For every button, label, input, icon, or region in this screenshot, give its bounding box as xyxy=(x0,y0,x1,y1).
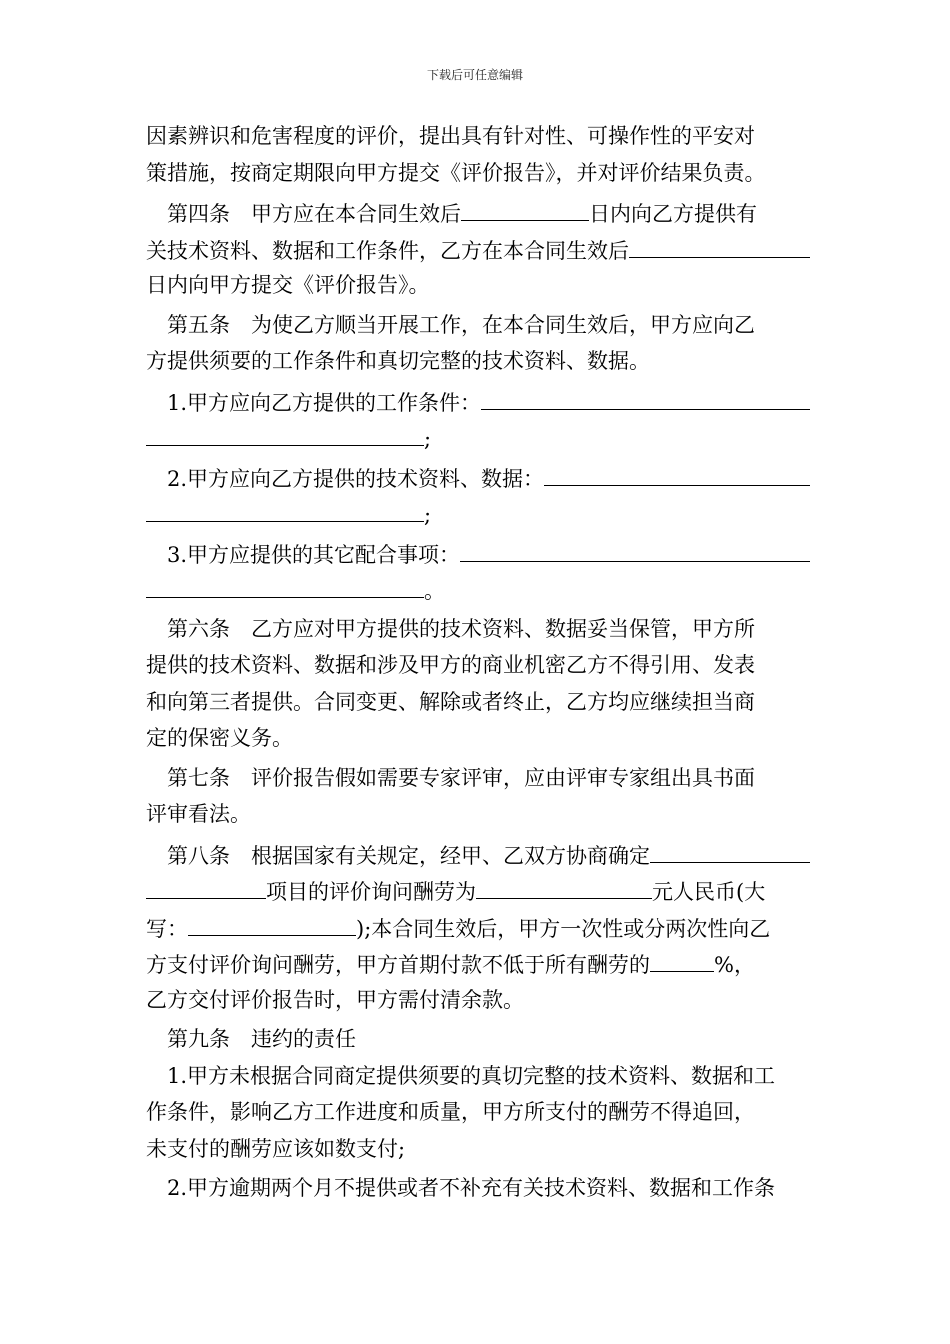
tech-data-blank[interactable] xyxy=(544,459,810,486)
article-6-line-3: 和向第三者提供。合同变更、解除或者终止，乙方均应继续担当商 xyxy=(146,689,755,714)
article-9-item-1-line-3: 未支付的酬劳应该如数支付; xyxy=(146,1136,406,1161)
other-matters-blank-2[interactable] xyxy=(146,571,424,598)
article-9-item-1-line-1: 1.甲方未根据合同商定提供须要的真切完整的技术资料、数据和工 xyxy=(167,1063,776,1088)
article-8-line-1 xyxy=(146,836,810,873)
item-2-continuation xyxy=(146,495,810,532)
article-6-line-1: 第六条 乙方应对甲方提供的技术资料、数据妥当保管，甲方所 xyxy=(167,616,755,641)
work-conditions-blank[interactable] xyxy=(481,383,810,410)
article-4-text: 第四条 甲方应在本合同生效后 xyxy=(167,202,461,226)
item-1-continuation xyxy=(146,419,810,456)
article-8-line-5: 乙方交付评价报告时，甲方需付清余款。 xyxy=(146,987,524,1012)
item-1-label: 1.甲方应向乙方提供的工作条件： xyxy=(167,390,482,415)
article-4-text-3: 关技术资料、数据和工作条件，乙方在本合同生效后 xyxy=(146,238,629,263)
days-blank[interactable] xyxy=(461,194,589,221)
tech-data-blank-2[interactable] xyxy=(146,495,424,522)
article-7-line-2: 评审看法。 xyxy=(146,802,251,826)
article-8-text-7: %， xyxy=(714,953,755,977)
item-2-line xyxy=(146,459,810,496)
article-9-heading: 第九条 违约的责任 xyxy=(167,1027,356,1051)
days-blank[interactable] xyxy=(629,231,810,258)
item-1-end: ; xyxy=(424,427,432,451)
article-6-line-4: 定的保密义务。 xyxy=(146,726,293,750)
fee-capital-blank[interactable] xyxy=(188,909,356,936)
fee-amount-blank[interactable] xyxy=(476,872,652,899)
article-8-line-3 xyxy=(146,909,810,946)
item-2-end: ; xyxy=(424,503,432,527)
paragraph-line: 策措施，按商定期限向甲方提交《评价报告》，并对评价结果负责。 xyxy=(146,160,766,185)
article-8-text-6: 方支付评价询问酬劳，甲方首期付款不低于所有酬劳的 xyxy=(146,953,650,977)
paragraph-line: 因素辨识和危害程度的评价，提出具有针对性、可操作性的平安对 xyxy=(146,124,755,148)
item-3-label: 3.甲方应提供的其它配合事项： xyxy=(167,542,461,567)
article-6-line-2: 提供的技术资料、数据和涉及甲方的商业机密乙方不得引用、发表 xyxy=(146,653,755,677)
work-conditions-blank-2[interactable] xyxy=(146,419,424,446)
project-name-blank[interactable] xyxy=(650,836,810,863)
article-8-line-4 xyxy=(146,945,810,982)
article-4-line-3: 日内向甲方提交《评价报告》。 xyxy=(146,273,430,297)
article-9-item-1-line-2: 作条件，影响乙方工作进度和质量，甲方所支付的酬劳不得追回， xyxy=(146,1100,755,1124)
article-5-line-1: 第五条 为使乙方顺当开展工作，在本合同生效后，甲方应向乙 xyxy=(167,312,755,337)
article-4-text-2: 日内向乙方提供有 xyxy=(589,202,757,226)
item-3-continuation xyxy=(146,571,810,608)
page-header-note: 下载后可任意编辑 xyxy=(426,68,523,82)
article-8-line-2 xyxy=(146,872,810,909)
article-9-item-2-line-1: 2.甲方逾期两个月不提供或者不补充有关技术资料、数据和工作条 xyxy=(167,1176,776,1200)
article-4-line-1 xyxy=(146,194,810,231)
item-3-line xyxy=(146,535,810,572)
item-2-label: 2.甲方应向乙方提供的技术资料、数据： xyxy=(167,466,545,491)
project-name-blank-2[interactable] xyxy=(146,872,266,899)
article-5-line-2: 方提供须要的工作条件和真切完整的技术资料、数据。 xyxy=(146,349,650,373)
other-matters-blank[interactable] xyxy=(460,535,810,562)
article-8-text: 第八条 根据国家有关规定，经甲、乙双方协商确定 xyxy=(167,843,650,868)
item-3-end: 。 xyxy=(424,579,445,603)
contract-body xyxy=(146,118,810,1207)
article-7-line-1: 第七条 评价报告假如需要专家评审，应由评审专家组出具书面 xyxy=(167,765,755,790)
article-8-text-4: 写： xyxy=(146,916,188,941)
percent-blank[interactable] xyxy=(650,945,714,972)
article-8-text-2: 项目的评价询问酬劳为 xyxy=(266,880,476,904)
item-1-line xyxy=(146,383,810,420)
article-8-text-5: );本合同生效后，甲方一次性或分两次性向乙 xyxy=(356,916,771,941)
article-8-text-3: 元人民币(大 xyxy=(652,880,766,904)
article-4-line-2 xyxy=(146,231,810,268)
